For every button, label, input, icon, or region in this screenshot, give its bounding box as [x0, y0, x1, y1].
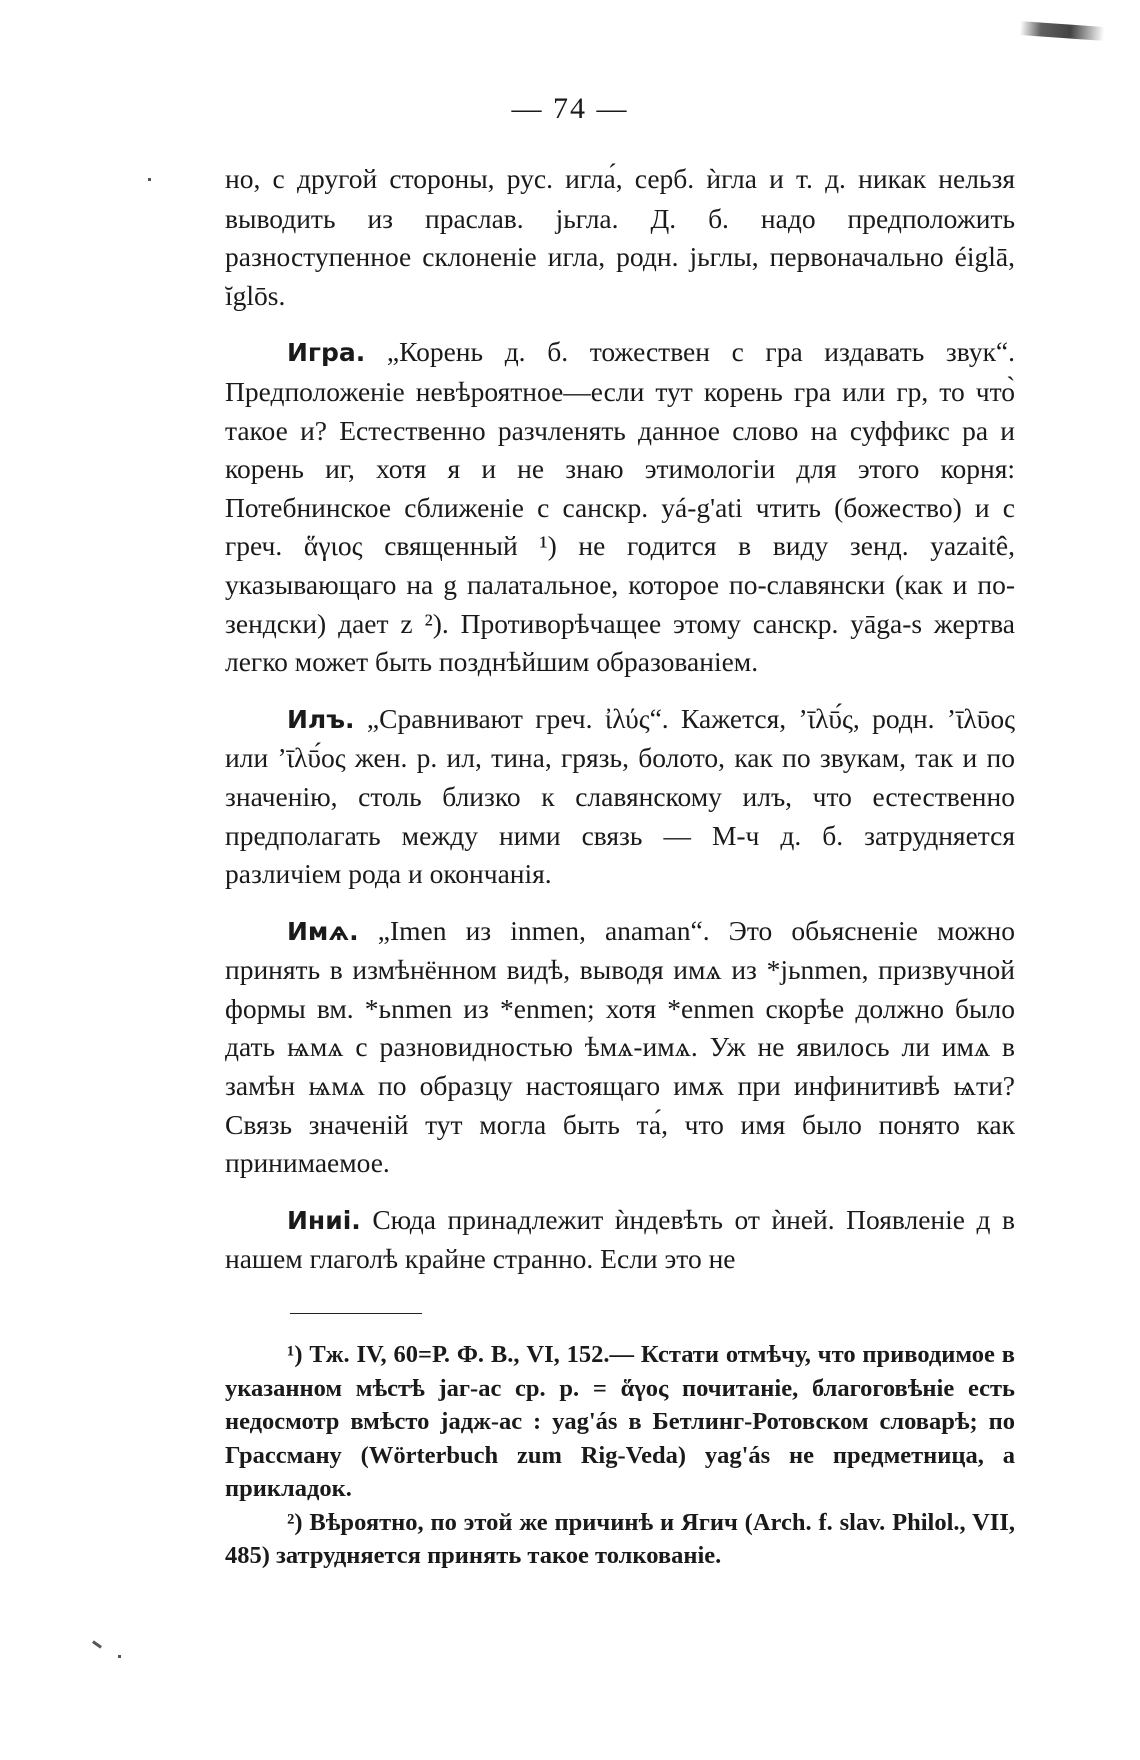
ink-speck — [148, 178, 151, 181]
main-text — [225, 160, 1015, 1279]
ink-speck — [92, 1640, 102, 1648]
ink-speck — [118, 1655, 121, 1658]
entry-text: Сюда принадлежит ѝндевѣть от ѝней. Появленіе д в нашем глаголѣ крайне странно. Если это не — [225, 1203, 1015, 1275]
entry-text: „Сравнивают греч. ἰλύς“. Кажется, ’ῑλῡ́ς, родн. ’ῑλῡος или ’ῑλῡ́ος жен. р. ил, тина, грязь, болото, как по звукам, так и по значенію, столь близко к славянскому илъ, что естественно предполагать между ними связь — М-ч д. б. затрудняется различіем рода и окончанія. — [225, 702, 1015, 890]
footnote-1: ¹) Тж. IV, 60=Р. Ф. В., VI, 152.— Кстати отмѣчу, что приводимое в указанном мѣстѣ јаг-ас ср. р. = ἅγος почитаніе, благоговѣніе есть недосмотр вмѣсто јадж-ас : yag'ás в Бетлинг-Ротовском словарѣ; по Грассману (Wörterbuch zum Rig-Veda) yag'ás не предметница, а прикладок. — [225, 1341, 1015, 1502]
dictionary-entry-il — [225, 700, 1015, 894]
dictionary-entry-imya — [225, 912, 1015, 1183]
entry-headword: Илъ. — [287, 704, 355, 734]
footnote-2: ²) Вѣроятно, по этой же причинѣ и Ягич (Arch. f. slav. Philol., VII, 485) затрудняется принять такое толкованіе. — [225, 1508, 1015, 1569]
footnotes — [225, 1338, 1015, 1573]
paragraph — [225, 160, 1015, 315]
dictionary-entry-inii — [225, 1201, 1015, 1279]
entry-text: „Корень д. б. тожествен с гра издавать звук“. Предположеніе невѣроятное—если тут корень гра или гр, то что̀ такое и? Естественно разчленять данное слово на суффикс ра и корень иг, хотя я и не знаю этимологіи для этого корня: Потебнинское сближеніе с санскр. yá-g'ati чтить (божество) и с греч. ἅγιος священный ¹) не годится в виду зенд. yazaitê, указывающаго на g палатальное, которое по-славянски (как и по-зендски) дает z ²). Противорѣчащее этому санскр. yāga-s жертва легко может быть позднѣйшим образованіем. — [225, 336, 1016, 678]
entry-headword: Имѧ. — [287, 916, 359, 946]
ink-smudge — [1020, 21, 1105, 41]
entry-headword: Иниі. — [287, 1205, 361, 1235]
paragraph-text: но, с другой стороны, рус. игла́, серб. ѝгла и т. д. никак нельзя выводить из праслав. јьгла. Д. б. надо предположить разноступенное склоненіе игла, родн. јьглы, первоначально éiglā, ĭglōs. — [225, 163, 1015, 311]
entry-headword: Игра. — [287, 338, 366, 368]
dictionary-entry-igra — [225, 333, 1015, 681]
footnote-separator — [290, 1313, 422, 1314]
entry-text: „Imen из inmen, anaman“. Это обьясненіе можно принять в измѣнённом видѣ, выводя имѧ из *jьnmen, призвучной формы вм. *ьnmen из *enmen; хотя *enmen скорѣе должно было дать ѩмѧ с разновидностью ѣмѧ-имѧ. Уж не явилось ли имѧ в замѣн ѩмѧ по образцу настоящаго имѫ при инфинитивѣ ѩти? Связь значеній тут могла быть та́, что имя было понято как принимаемое. — [225, 914, 1016, 1179]
page-number: — 74 — — [511, 92, 629, 125]
